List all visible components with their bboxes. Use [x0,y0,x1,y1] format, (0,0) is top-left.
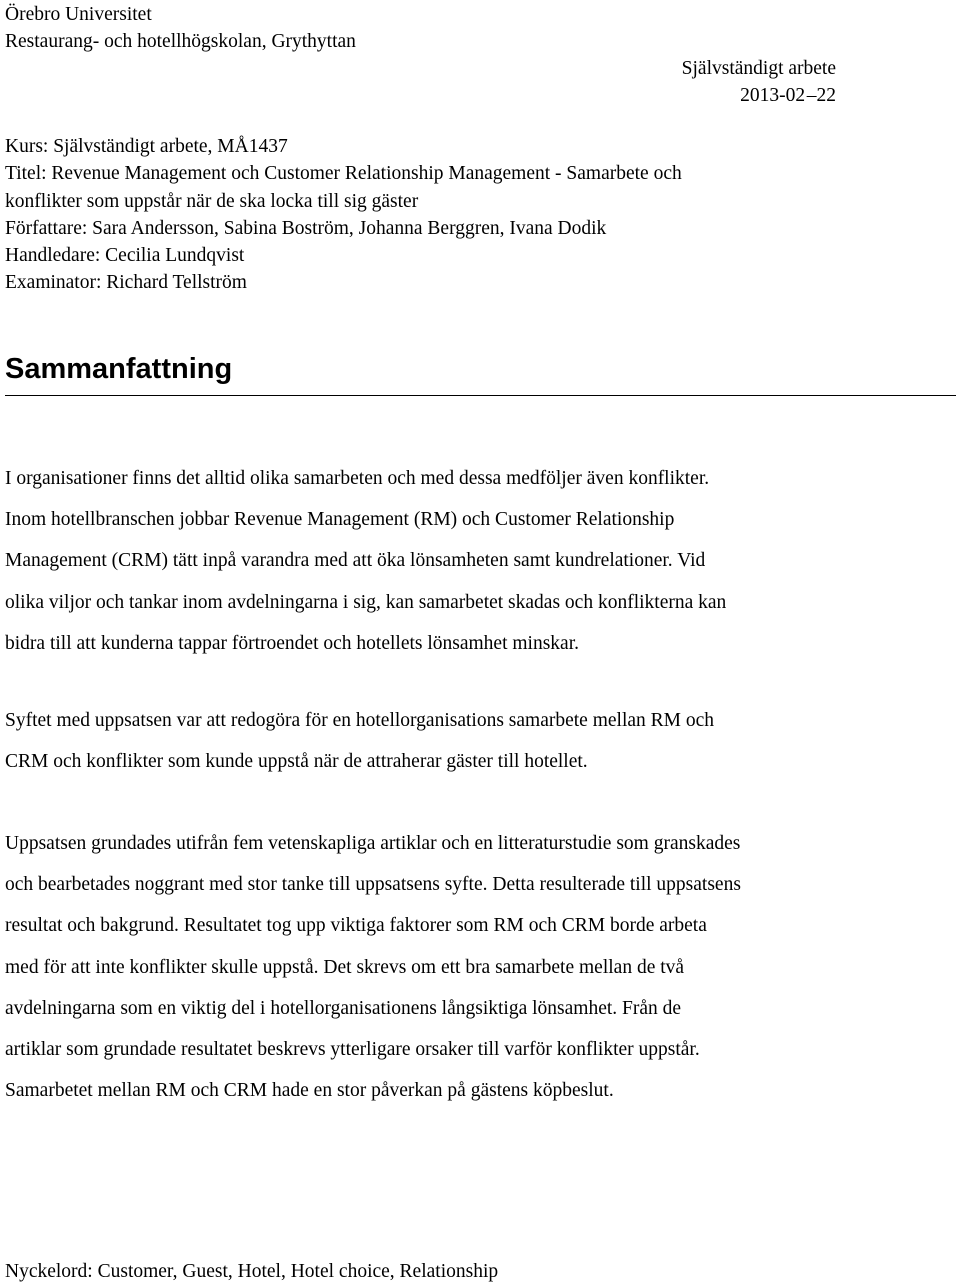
thesis-metadata [5,133,682,297]
paragraph-line: Samarbetet mellan RM och CRM hade en stor påverkan på gästens köpbeslut. [5,1080,614,1102]
paragraph-line: olika viljor och tankar inom avdelningarna i sig, kan samarbetet skadas och konflikterna kan [5,591,727,613]
paragraph-line: CRM och konflikter som kunde uppstå när de attraherar gäster till hotellet. [5,751,588,773]
keywords-line: Nyckelord: Customer, Guest, Hotel, Hotel choice, Relationship [5,1261,499,1282]
paragraph-line: bidra till att kunderna tappar förtroendet och hotellets lönsamhet minskar. [5,632,580,654]
abstract-heading: Sammanfattning [5,353,233,385]
heading-divider [5,395,956,396]
abstract-paragraph-3 [5,823,950,1111]
paragraph-line: Inom hotellbranschen jobbar Revenue Management (RM) och Customer Relationship [5,509,675,531]
examiner-line: Examinator: Richard Tellström [5,272,247,294]
paragraph-line: Syftet med uppsatsen var att redogöra för en hotellorganisations samarbete mellan RM och [5,710,715,731]
paragraph-line: med för att inte konflikter skulle uppstå. Det skrevs om ett bra samarbete mellan de två [5,956,685,978]
university-name: Örebro Universitet [5,4,152,25]
paragraph-line: I organisationer finns det alltid olika samarbeten och med dessa medföljer även konflikter. [5,468,710,489]
paragraph-line: Management (CRM) tätt inpå varandra med att öka lönsamheten samt kundrelationer. Vid [5,550,706,572]
school-name: Restaurang- och hotellhögskolan, Grythyttan [5,31,356,52]
document-type: Självständigt arbete [681,58,836,79]
document-date: 2013-02 –22 [740,85,836,106]
paragraph-line: och bearbetades noggrant med stor tanke till uppsatsens syfte. Detta resulterade till uppsatsens [5,874,741,896]
paragraph-line: artiklar som grundade resultatet beskrevs ytterligare orsaker till varför konflikter uppstår. [5,1039,700,1061]
document-info [682,55,836,109]
course-line: Kurs: Självständigt arbete, MÅ1437 [5,136,288,157]
paragraph-line: avdelningarna som en viktig del i hotellorganisationens långsiktiga lönsamhet. Från de [5,997,682,1019]
abstract-paragraph-2 [5,700,950,782]
paragraph-line: resultat och bakgrund. Resultatet tog upp viktiga faktorer som RM och CRM borde arbeta [5,915,707,937]
title-line-1: Titel: Revenue Management och Customer Relationship Management - Samarbete och [5,163,682,185]
authors-line: Författare: Sara Andersson, Sabina Boström, Johanna Berggren, Ivana Dodik [5,217,607,239]
supervisor-line: Handledare: Cecilia Lundqvist [5,245,245,267]
abstract-paragraph-1 [5,458,950,664]
title-line-2: konflikter som uppstår när de ska locka till sig gäster [5,190,419,212]
paragraph-line: Uppsatsen grundades utifrån fem vetenskapliga artiklar och en litteraturstudie som granskades [5,833,741,854]
